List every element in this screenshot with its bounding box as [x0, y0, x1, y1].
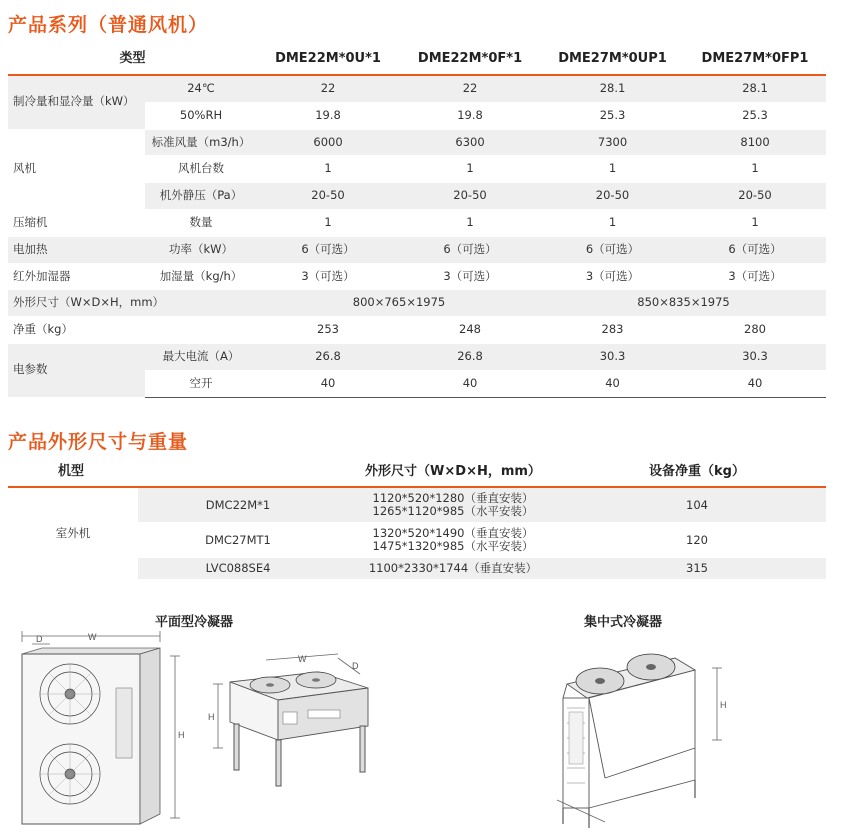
value-cell: 20-50: [684, 183, 826, 210]
value-cell: 6000: [257, 129, 399, 156]
value-cell: 1: [399, 209, 541, 236]
depth-dimension-label: D: [36, 634, 43, 644]
value-cell: 6（可选）: [684, 236, 826, 263]
value-cell: 280: [684, 317, 826, 344]
model-cell: DMC22M*1: [138, 487, 338, 523]
dimension-table: [8, 458, 826, 580]
value-cell: 40: [257, 370, 399, 397]
depth-dimension-label: D: [352, 661, 359, 671]
value-cell: 1: [541, 156, 684, 183]
value-cell: 1: [257, 156, 399, 183]
weight-cell: 120: [568, 523, 826, 558]
value-cell: 26.8: [257, 343, 399, 370]
table-row: [8, 209, 826, 236]
value-cell: 3（可选）: [684, 263, 826, 290]
value-cell: 20-50: [541, 183, 684, 210]
central-condenser-drawing: [545, 628, 745, 833]
param-label: 功率（kW）: [145, 236, 257, 263]
table-row: [8, 236, 826, 263]
value-cell: 40: [541, 370, 684, 397]
param-label: 最大电流（A）: [145, 343, 257, 370]
group-label: 室外机: [8, 487, 138, 579]
value-cell: 6（可选）: [399, 236, 541, 263]
section1-title: 产品系列（普通风机）: [8, 14, 209, 36]
value-cell: 22: [257, 75, 399, 102]
dimension-header-row: [8, 458, 826, 487]
table-row: [8, 129, 826, 156]
value-cell: 25.3: [541, 102, 684, 129]
dims-cell: 800×765×1975: [257, 290, 541, 317]
vertical-condenser-drawing: [10, 628, 190, 833]
group-label: 红外加湿器: [8, 263, 145, 290]
height-dimension-label: H: [178, 730, 185, 740]
param-label: 24℃: [145, 75, 257, 102]
weight-cell: 104: [568, 487, 826, 523]
param-label: 风机台数: [145, 156, 257, 183]
value-cell: 30.3: [541, 343, 684, 370]
model-header: DME27M*0FP1: [684, 44, 826, 75]
value-cell: 1: [684, 209, 826, 236]
value-cell: 1: [684, 156, 826, 183]
model-header: DME27M*0UP1: [541, 44, 684, 75]
group-label: 电加热: [8, 236, 145, 263]
value-cell: 40: [399, 370, 541, 397]
value-cell: 7300: [541, 129, 684, 156]
param-label: 空开: [145, 370, 257, 397]
group-label: 压缩机: [8, 209, 145, 236]
height-dimension-label: H: [208, 712, 215, 722]
dims-cell: [338, 487, 568, 523]
dims-line: 1320*520*1490（垂直安装）: [372, 526, 534, 540]
value-cell: 30.3: [684, 343, 826, 370]
dims-column-header: 外形尺寸（W×D×H，mm）: [338, 458, 568, 487]
group-label: 电参数: [8, 343, 145, 397]
value-cell: 26.8: [399, 343, 541, 370]
value-cell: 28.1: [541, 75, 684, 102]
weight-column-header: 设备净重（kg）: [568, 458, 826, 487]
value-cell: 1: [257, 209, 399, 236]
horizontal-condenser-drawing: [208, 652, 388, 792]
value-cell: 40: [684, 370, 826, 397]
table-row: [8, 317, 826, 344]
model-column-header: 机型: [8, 458, 138, 487]
spec-header-row: [8, 44, 826, 75]
model-cell: DMC27MT1: [138, 523, 338, 558]
height-dimension-label: H: [720, 700, 727, 710]
value-cell: 6300: [399, 129, 541, 156]
model-header: DME22M*0U*1: [257, 44, 399, 75]
type-header: 类型: [8, 44, 257, 75]
table-row: [8, 487, 826, 523]
weight-cell: 315: [568, 558, 826, 580]
param-label: 标准风量（m3/h）: [145, 129, 257, 156]
value-cell: 25.3: [684, 102, 826, 129]
value-cell: 6（可选）: [541, 236, 684, 263]
section2-title: 产品外形尺寸与重量: [8, 431, 189, 453]
table-row: [8, 343, 826, 370]
dims-line: 1120*520*1280（垂直安装）: [372, 491, 534, 505]
value-cell: 6（可选）: [257, 236, 399, 263]
value-cell: 20-50: [399, 183, 541, 210]
model-header: DME22M*0F*1: [399, 44, 541, 75]
dims-line: 1265*1120*985（水平安装）: [372, 504, 534, 518]
param-label: 机外静压（Pa）: [145, 183, 257, 210]
dims-cell: 850×835×1975: [541, 290, 826, 317]
value-cell: 8100: [684, 129, 826, 156]
model-cell: LVC088SE4: [138, 558, 338, 580]
value-cell: 3（可选）: [257, 263, 399, 290]
value-cell: 3（可选）: [541, 263, 684, 290]
table-row: [8, 263, 826, 290]
value-cell: 3（可选）: [399, 263, 541, 290]
group-label: 外形尺寸（W×D×H，mm）: [8, 290, 257, 317]
group-label: 净重（kg）: [8, 317, 257, 344]
value-cell: 19.8: [257, 102, 399, 129]
param-label: 加湿量（kg/h）: [145, 263, 257, 290]
value-cell: 22: [399, 75, 541, 102]
value-cell: 283: [541, 317, 684, 344]
value-cell: 20-50: [257, 183, 399, 210]
width-dimension-label: W: [88, 632, 97, 642]
table-row: [8, 75, 826, 102]
param-label: 50%RH: [145, 102, 257, 129]
param-label: 数量: [145, 209, 257, 236]
dims-cell: 1100*2330*1744（垂直安装）: [338, 558, 568, 580]
value-cell: 1: [541, 209, 684, 236]
value-cell: 28.1: [684, 75, 826, 102]
group-label: 风机: [8, 129, 145, 209]
flat-condenser-caption: 平面型冷凝器: [155, 615, 234, 630]
spec-table: [8, 44, 826, 398]
value-cell: 253: [257, 317, 399, 344]
dims-cell: [338, 523, 568, 558]
value-cell: 1: [399, 156, 541, 183]
value-cell: 19.8: [399, 102, 541, 129]
value-cell: 248: [399, 317, 541, 344]
table-row: [8, 290, 826, 317]
group-label: 制冷量和显冷量（kW）: [8, 75, 145, 129]
width-dimension-label: W: [298, 654, 307, 664]
central-condenser-caption: 集中式冷凝器: [584, 615, 663, 630]
dims-line: 1475*1320*985（水平安装）: [372, 539, 534, 553]
